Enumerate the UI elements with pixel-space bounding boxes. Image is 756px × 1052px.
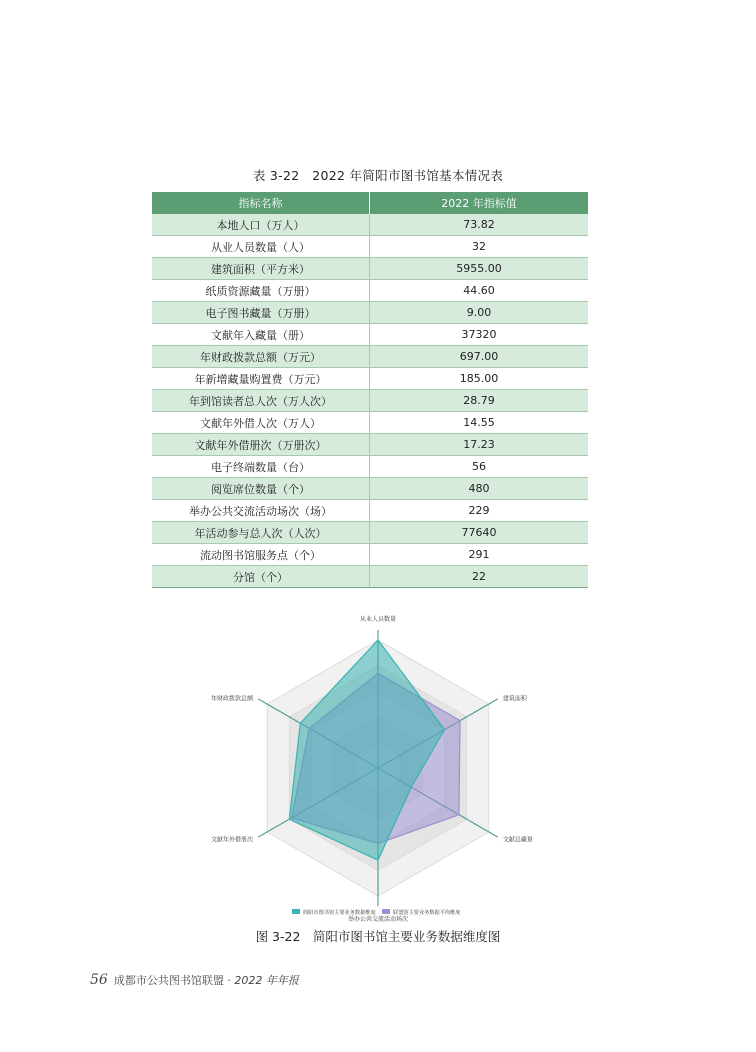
radar-axis-label: 年财政拨款总额 [211, 695, 254, 703]
indicator-value: 9.00 [370, 302, 589, 324]
table-row [152, 368, 588, 390]
indicator-name: 举办公共交流活动场次（场） [152, 500, 370, 522]
table-row [152, 522, 588, 544]
indicator-name: 电子终端数量（台） [152, 456, 370, 478]
radar-axis-label: 从业人员数量 [359, 616, 397, 624]
indicator-name: 文献年入藏量（册） [152, 324, 370, 346]
radar-axis-label: 举办公共交流活动场次 [347, 915, 409, 923]
indicator-value: 291 [370, 544, 589, 566]
footer-separator: · [223, 974, 235, 987]
radar-axis-label: 文献年外借册次 [211, 836, 254, 844]
table-row [152, 302, 588, 324]
table-header-row [152, 192, 588, 214]
indicator-value: 44.60 [370, 280, 589, 302]
table-row [152, 434, 588, 456]
indicator-value: 697.00 [370, 346, 589, 368]
indicator-name: 年财政拨款总额（万元） [152, 346, 370, 368]
indicator-value: 28.79 [370, 390, 589, 412]
table-row [152, 236, 588, 258]
legend-swatch [292, 909, 300, 914]
indicator-name: 电子图书藏量（万册） [152, 302, 370, 324]
legend-label: 联盟馆主要业务数据平均维度 [393, 910, 461, 916]
table-row [152, 390, 588, 412]
table-row [152, 456, 588, 478]
indicator-name: 年新增藏量购置费（万元） [152, 368, 370, 390]
indicator-value: 56 [370, 456, 589, 478]
table-row [152, 324, 588, 346]
legend-label: 简阳市图书馆主要业务数据维度 [303, 910, 376, 916]
indicator-name: 本地人口（万人） [152, 214, 370, 236]
table-row [152, 280, 588, 302]
indicator-value: 32 [370, 236, 589, 258]
page-footer [90, 972, 299, 988]
radar-chart [210, 616, 550, 923]
footer-report: 2022 年年报 [234, 974, 299, 987]
indicator-value: 17.23 [370, 434, 589, 456]
indicator-name: 分馆（个） [152, 566, 370, 588]
table-row [152, 544, 588, 566]
indicator-value: 73.82 [370, 214, 589, 236]
header-indicator-name: 指标名称 [152, 192, 370, 214]
indicator-name: 流动图书馆服务点（个） [152, 544, 370, 566]
indicator-value: 77640 [370, 522, 589, 544]
radar-axis-label: 文献总藏量 [502, 836, 533, 844]
library-stats-table [152, 192, 588, 588]
legend-swatch [382, 909, 390, 914]
table-row [152, 566, 588, 588]
indicator-name: 文献年外借册次（万册次） [152, 434, 370, 456]
table-title: 表 3-22 2022 年简阳市图书馆基本情况表 [252, 168, 504, 183]
indicator-value: 14.55 [370, 412, 589, 434]
indicator-name: 建筑面积（平方米） [152, 258, 370, 280]
page-number: 56 [90, 972, 108, 988]
table-row [152, 258, 588, 280]
table-row [152, 214, 588, 236]
indicator-name: 年活动参与总人次（人次） [152, 522, 370, 544]
indicator-name: 年到馆读者总人次（万人次） [152, 390, 370, 412]
radar-axis-label: 建筑面积 [502, 695, 527, 703]
table-row [152, 346, 588, 368]
footer-org: 成都市公共图书馆联盟 [113, 974, 224, 987]
indicator-value: 480 [370, 478, 589, 500]
table-row [152, 412, 588, 434]
table-row [152, 500, 588, 522]
indicator-value: 185.00 [370, 368, 589, 390]
indicator-value: 229 [370, 500, 589, 522]
figure-caption: 图 3-22 简阳市图书馆主要业务数据维度图 [255, 929, 501, 944]
indicator-name: 纸质资源藏量（万册） [152, 280, 370, 302]
indicator-value: 5955.00 [370, 258, 589, 280]
indicator-name: 从业人员数量（人） [152, 236, 370, 258]
indicator-value: 22 [370, 566, 589, 588]
indicator-name: 阅览席位数量（个） [152, 478, 370, 500]
indicator-name: 文献年外借人次（万人） [152, 412, 370, 434]
indicator-value: 37320 [370, 324, 589, 346]
header-indicator-value: 2022 年指标值 [370, 192, 589, 214]
table-row [152, 478, 588, 500]
